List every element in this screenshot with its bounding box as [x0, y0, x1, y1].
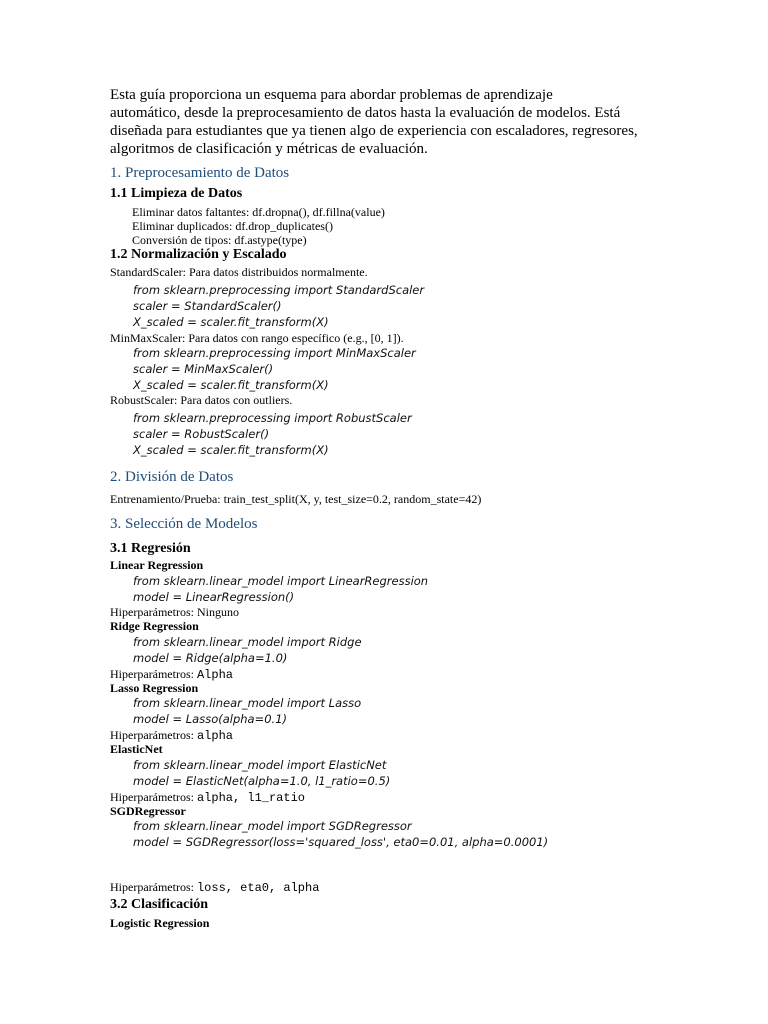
- hyperparameters-label: Hiperparámetros:: [110, 667, 194, 681]
- code-line: from sklearn.linear_model import SGDRegressor: [133, 819, 412, 833]
- code-line: model = Ridge(alpha=1.0): [133, 651, 288, 665]
- code-line: from sklearn.linear_model import Lasso: [133, 696, 362, 710]
- code-line: model = ElasticNet(alpha=1.0, l1_ratio=0.5): [133, 774, 391, 788]
- hyperparameters-line: [110, 605, 239, 620]
- hyperparameters-value: Alpha: [196, 668, 233, 682]
- code-line: scaler = StandardScaler(): [133, 299, 282, 313]
- model-name: ElasticNet: [110, 742, 163, 756]
- list-item: Eliminar duplicados: df.drop_duplicates(): [132, 219, 333, 233]
- model-name: Logistic Regression: [110, 916, 210, 930]
- subsection-3-2-heading: 3.2 Clasificación: [110, 897, 208, 912]
- hyperparameters-label: Hiperparámetros:: [110, 880, 194, 894]
- hyperparameters-label: Hiperparámetros:: [110, 790, 194, 804]
- intro-paragraph: [110, 86, 670, 158]
- intro-line: Esta guía proporciona un esquema para abordar problemas de aprendizaje: [110, 87, 553, 103]
- subsection-3-1-heading: 3.1 Regresión: [110, 541, 191, 556]
- subsection-1-2-heading: 1.2 Normalización y Escalado: [110, 247, 287, 262]
- code-line: model = LinearRegression(): [133, 590, 295, 604]
- train-test-split-text: Entrenamiento/Prueba: train_test_split(X, y, test_size=0.2, random_state=42): [110, 492, 482, 506]
- hyperparameters-label: Hiperparámetros:: [110, 605, 194, 619]
- model-name: Lasso Regression: [110, 681, 199, 695]
- list-item: Conversión de tipos: df.astype(type): [132, 233, 307, 247]
- code-line: scaler = RobustScaler(): [133, 427, 270, 441]
- subsection-1-1-heading: 1.1 Limpieza de Datos: [110, 186, 243, 201]
- model-name: Ridge Regression: [110, 619, 199, 633]
- code-line: from sklearn.preprocessing import RobustScaler: [133, 411, 412, 425]
- model-name: Linear Regression: [110, 558, 204, 572]
- hyperparameters-label: Hiperparámetros:: [110, 728, 194, 742]
- intro-line: diseñada para estudiantes que ya tienen algo de experiencia con escaladores, regresores,: [110, 123, 638, 139]
- code-line: from sklearn.linear_model import LinearRegression: [133, 574, 429, 588]
- code-line: from sklearn.linear_model import ElasticNet: [133, 758, 387, 772]
- intro-line: automático, desde la preprocesamiento de datos hasta la evaluación de modelos. Está: [110, 105, 621, 121]
- hyperparameters-value: alpha: [196, 729, 233, 743]
- hyperparameters-value: alpha, l1_ratio: [196, 791, 305, 805]
- hyperparameters-line: [110, 880, 319, 896]
- code-line: model = Lasso(alpha=0.1): [133, 712, 288, 726]
- minmaxscaler-desc: MinMaxScaler: Para datos con rango específico (e.g., [0, 1]).: [110, 331, 404, 345]
- code-line: from sklearn.preprocessing import StandardScaler: [133, 283, 425, 297]
- code-line: X_scaled = scaler.fit_transform(X): [133, 378, 329, 392]
- hyperparameters-value: loss, eta0, alpha: [196, 881, 320, 895]
- model-name: SGDRegressor: [110, 804, 186, 818]
- code-line: scaler = MinMaxScaler(): [133, 362, 274, 376]
- robustscaler-desc: RobustScaler: Para datos con outliers.: [110, 393, 293, 407]
- code-line: from sklearn.linear_model import Ridge: [133, 635, 362, 649]
- hyperparameters-value: Ninguno: [196, 605, 239, 619]
- list-item: Eliminar datos faltantes: df.dropna(), df.fillna(value): [132, 205, 385, 219]
- standardscaler-desc: StandardScaler: Para datos distribuidos normalmente.: [110, 265, 368, 279]
- intro-line: algoritmos de clasificación y métricas de evaluación.: [110, 141, 428, 157]
- code-line: X_scaled = scaler.fit_transform(X): [133, 443, 329, 457]
- code-line: model = SGDRegressor(loss='squared_loss', eta0=0.01, alpha=0.0001): [133, 835, 549, 849]
- section-3-heading: 3. Selección de Modelos: [110, 516, 258, 532]
- code-line: from sklearn.preprocessing import MinMaxScaler: [133, 346, 416, 360]
- section-1-heading: 1. Preprocesamiento de Datos: [110, 165, 290, 181]
- code-line: X_scaled = scaler.fit_transform(X): [133, 315, 329, 329]
- section-2-heading: 2. División de Datos: [110, 469, 234, 485]
